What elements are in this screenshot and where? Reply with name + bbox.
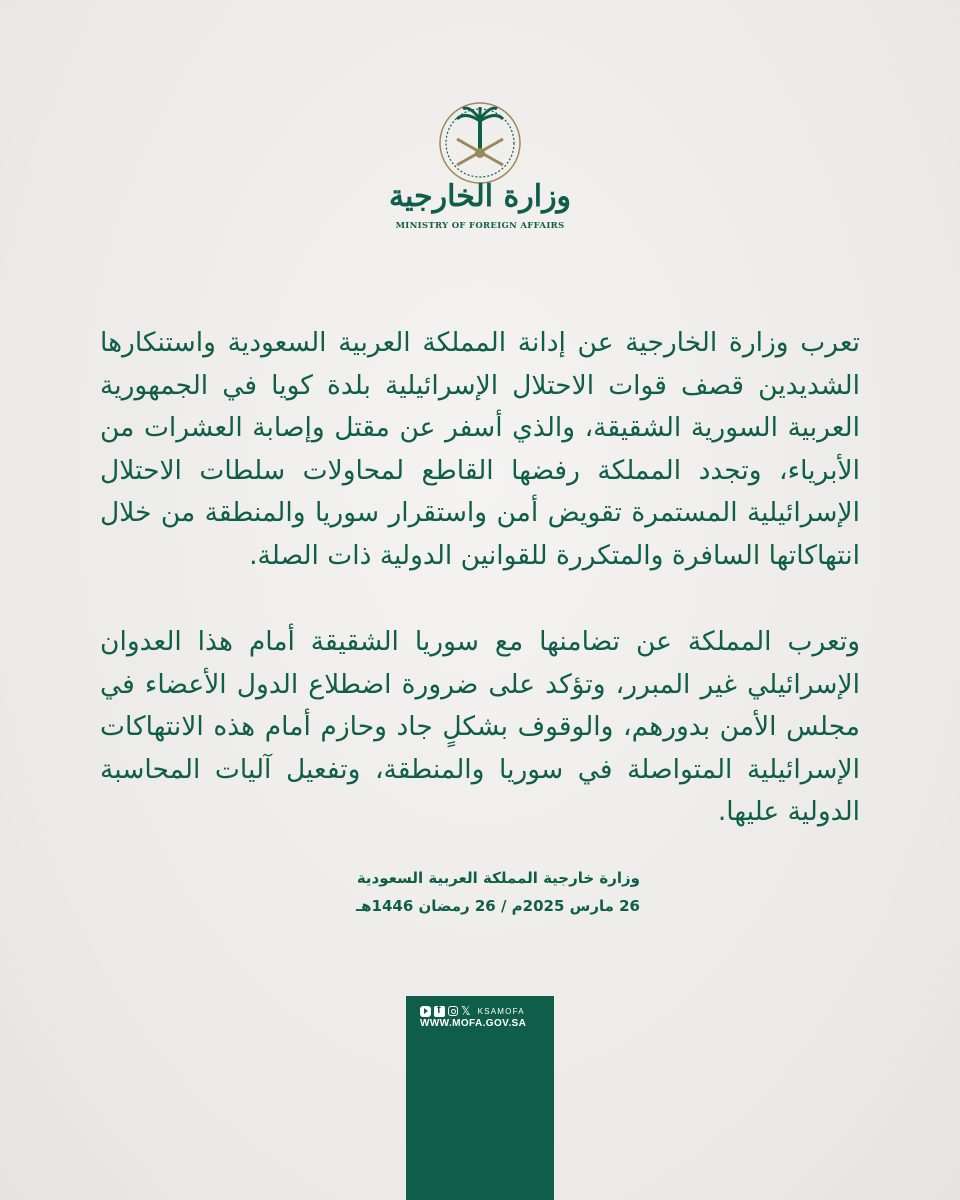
statement-body	[100, 322, 860, 834]
social-handle[interactable]: KSAMOFA	[477, 1006, 525, 1016]
social-links	[420, 1004, 525, 1018]
signature-date: 26 مارس 2025م / 26 رمضان 1446هـ	[356, 897, 640, 915]
statement-paragraph: وتعرب المملكة عن تضامنها مع سوريا الشقيقة أمام هذا العدوان الإسرائيلي غير المبرر، وتؤكد على ضرورة اضطلاع الدول الأعضاء في مجلس الأمن بدورهم، والوقوف بشكلٍ جاد وحازم أمام هذه الانتهاكات الإسرائيلية المتواصلة في سوريا والمنطقة، وتفعيل آليات المحاسبة الدولية عليها.	[100, 626, 860, 827]
signature-issuer: وزارة خارجية المملكة العربية السعودية	[356, 869, 640, 887]
x-icon[interactable]: 𝕏	[461, 1003, 471, 1018]
footer-box	[406, 996, 554, 1200]
ministry-name-english: MINISTRY OF FOREIGN AFFAIRS	[395, 221, 565, 231]
facebook-icon[interactable]	[434, 1006, 445, 1017]
statement-paragraph: تعرب وزارة الخارجية عن إدانة المملكة العربية السعودية واستنكارها الشديدين قصف قوات الاحتلال الإسرائيلية بلدة كويا في الجمهورية العربية السورية الشقيقة، والذي أسفر عن مقتل وإصابة العشرات من الأبرياء، وتجدد المملكة رفضها القاطع لمحاولات سلطات الاحتلال الإسرائيلية المستمرة تقويض أمن واستقرار سوريا والمنطقة من خلال انتهاكاتها السافرة والمتكررة للقوانين الدولية ذات الصلة.	[100, 327, 860, 571]
youtube-icon[interactable]	[420, 1006, 431, 1017]
signature-block	[300, 864, 640, 920]
website-link[interactable]: WWW.MOFA.GOV.SA	[420, 1018, 527, 1029]
instagram-icon[interactable]	[448, 1006, 458, 1016]
ministry-name-arabic: وزارة الخارجية	[388, 179, 572, 214]
